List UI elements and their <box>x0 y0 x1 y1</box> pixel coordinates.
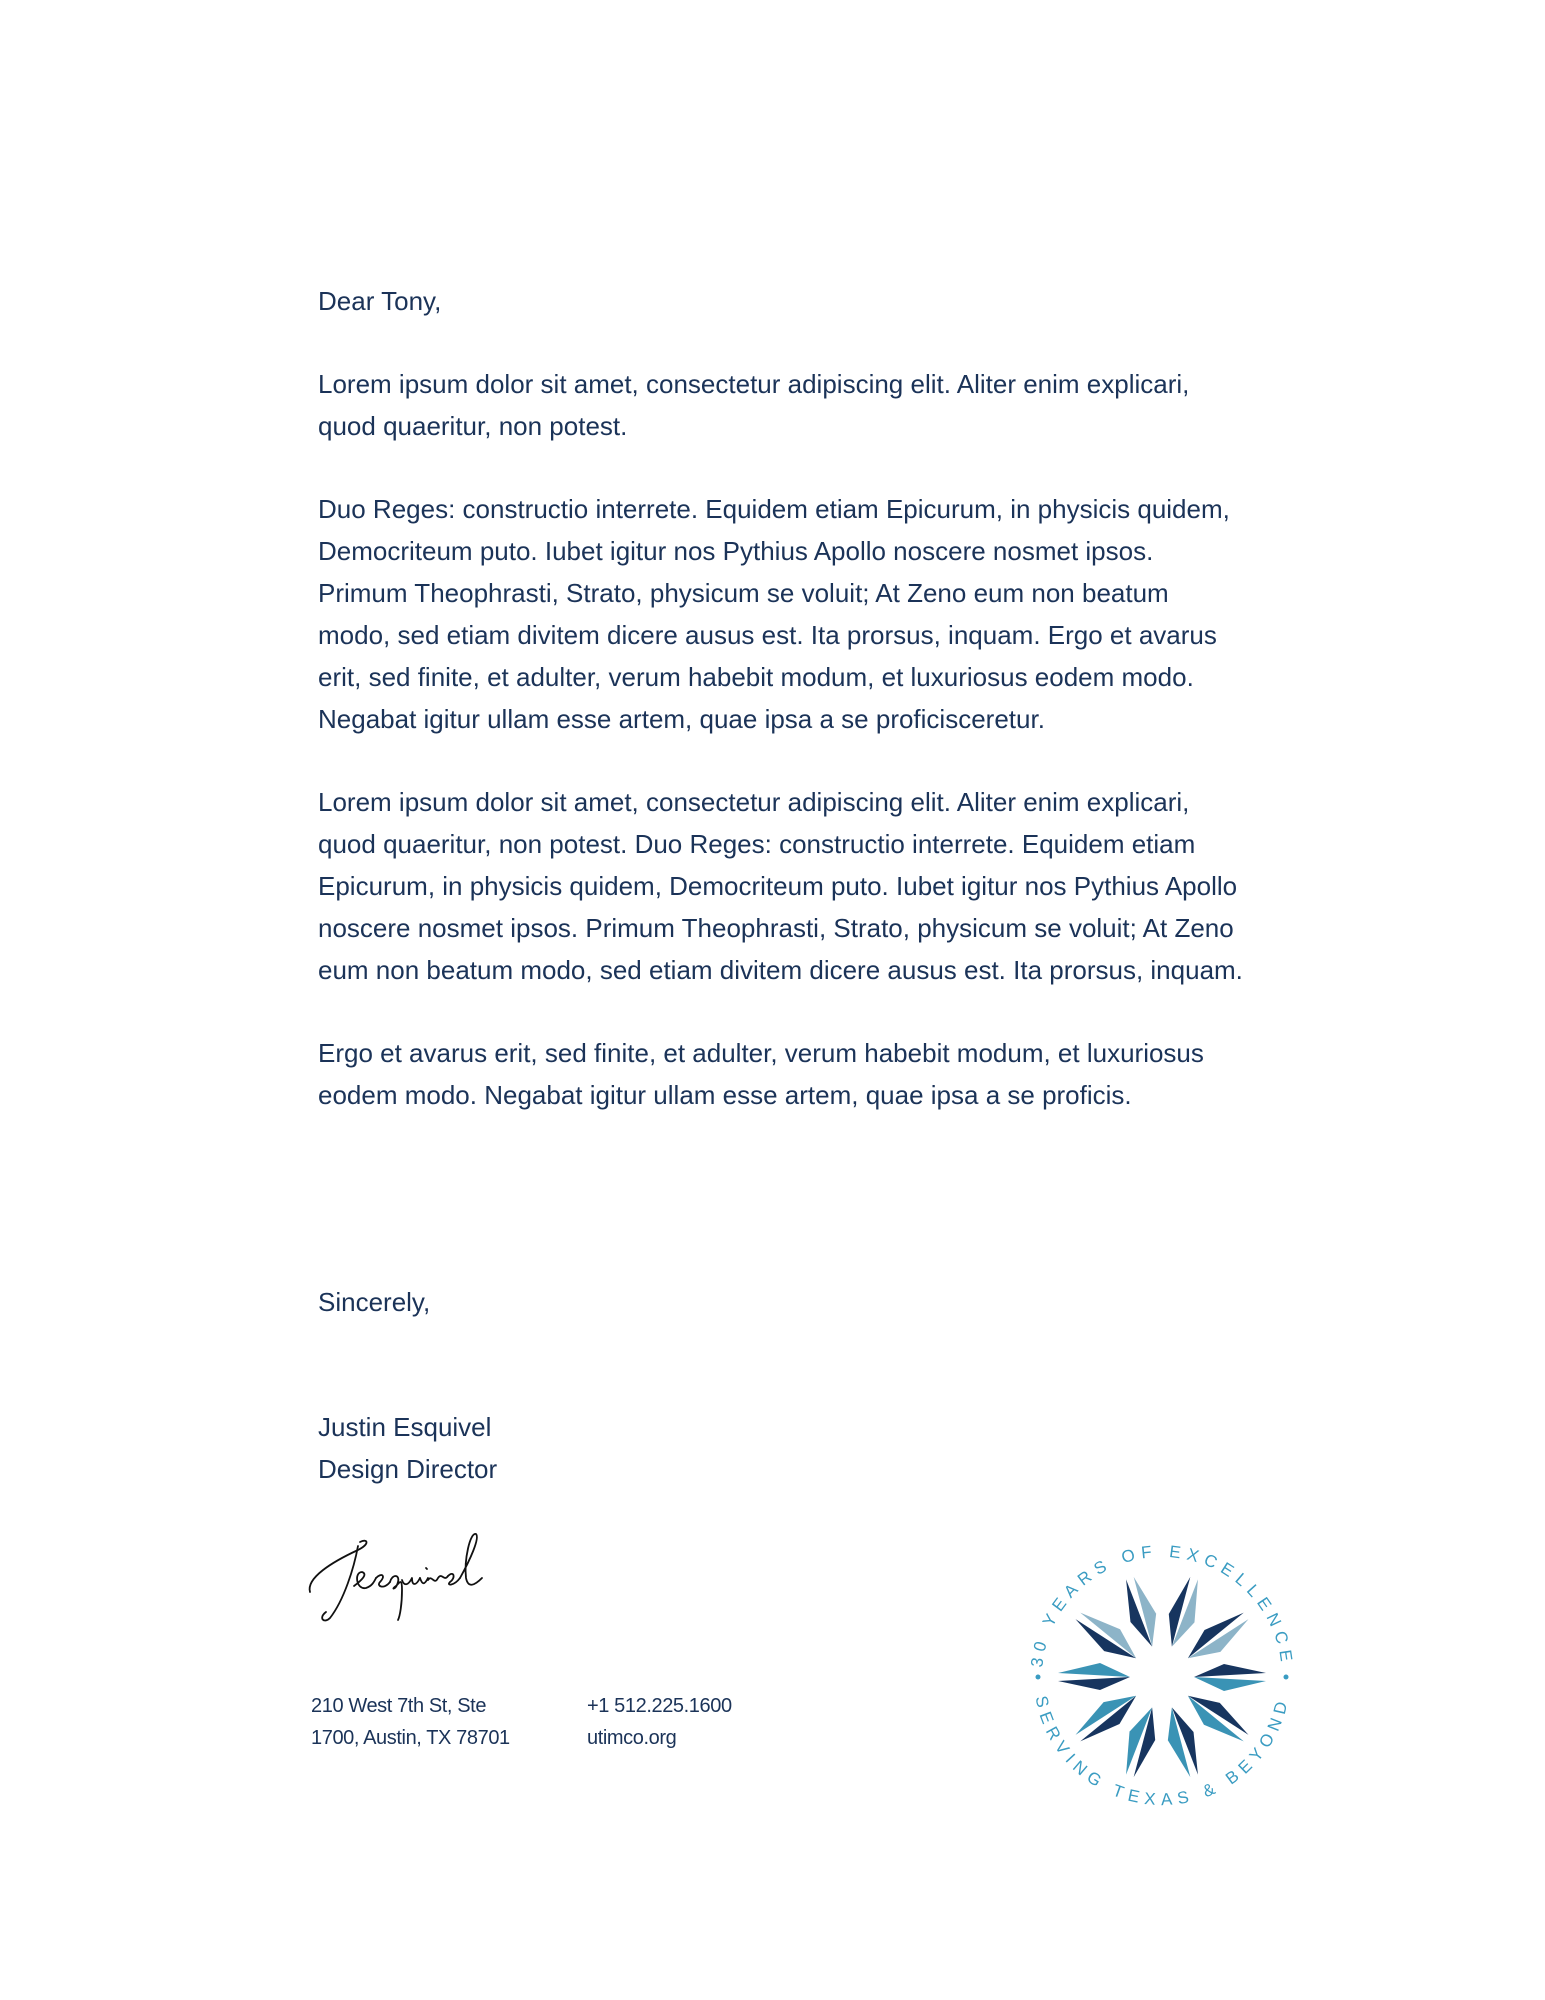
address-line: 210 West 7th St, Ste <box>311 1695 487 1717</box>
anniversary-seal-logo <box>1017 1532 1307 1822</box>
seal-dot <box>1036 1675 1041 1680</box>
phone-number: +1 512.225.1600 <box>587 1695 732 1717</box>
seal-top-text: 30 YEARS OF EXCELLENCE <box>1027 1541 1297 1669</box>
footer-address <box>311 1690 510 1754</box>
signer-block <box>318 1406 497 1490</box>
website-link[interactable]: utimco.org <box>587 1727 677 1749</box>
seal-bottom-text: SERVING TEXAS & BEYOND <box>1031 1693 1293 1810</box>
letter-paragraph: Lorem ipsum dolor sit amet, consectetur adipiscing elit. Aliter enim explicari, quod quaeritur, non potest. <box>318 369 1190 441</box>
seal-dot <box>1284 1675 1289 1680</box>
footer-contact <box>587 1690 732 1754</box>
letter-paragraph: Ergo et avarus erit, sed finite, et adulter, verum habebit modum, et luxuriosus eodem modo. Negabat igitur ullam esse artem, quae ipsa a se proficis. <box>318 1038 1204 1110</box>
star-emblem-icon <box>1058 1574 1266 1780</box>
letter-paragraph: Duo Reges: constructio interrete. Equidem etiam Epicurum, in physicis quidem, Democriteum puto. Iubet igitur nos Pythius Apollo noscere nosmet ipsos. Primum Theophrasti, Strato, physicum se voluit; At Zeno eum non beatum modo, sed etiam divitem dicere ausus est. Ita prorsus, inquam. Ergo et avarus erit, sed finite, et adulter, verum habebit modum, et luxuriosus eodem modo. Negabat igitur ullam esse artem, quae ipsa a se proficisceretur. <box>318 494 1230 734</box>
signer-title: Design Director <box>318 1454 498 1484</box>
letter-body <box>318 280 1248 1157</box>
letter-closing: Sincerely, <box>318 1287 431 1317</box>
letter-greeting: Dear Tony, <box>318 286 442 316</box>
letter-paragraph: Lorem ipsum dolor sit amet, consectetur adipiscing elit. Aliter enim explicari, quod quaeritur, non potest. Duo Reges: constructio interrete. Equidem etiam Epicurum, in physicis quidem, Democriteum puto. Iubet igitur nos Pythius Apollo noscere nosmet ipsos. Primum Theophrasti, Strato, physicum se voluit; At Zeno eum non beatum modo, sed etiam divitem dicere ausus est. Ita prorsus, inquam. <box>318 787 1243 985</box>
address-line: 1700, Austin, TX 78701 <box>311 1727 510 1749</box>
handwritten-signature <box>304 1520 504 1630</box>
signer-name: Justin Esquivel <box>318 1412 492 1442</box>
